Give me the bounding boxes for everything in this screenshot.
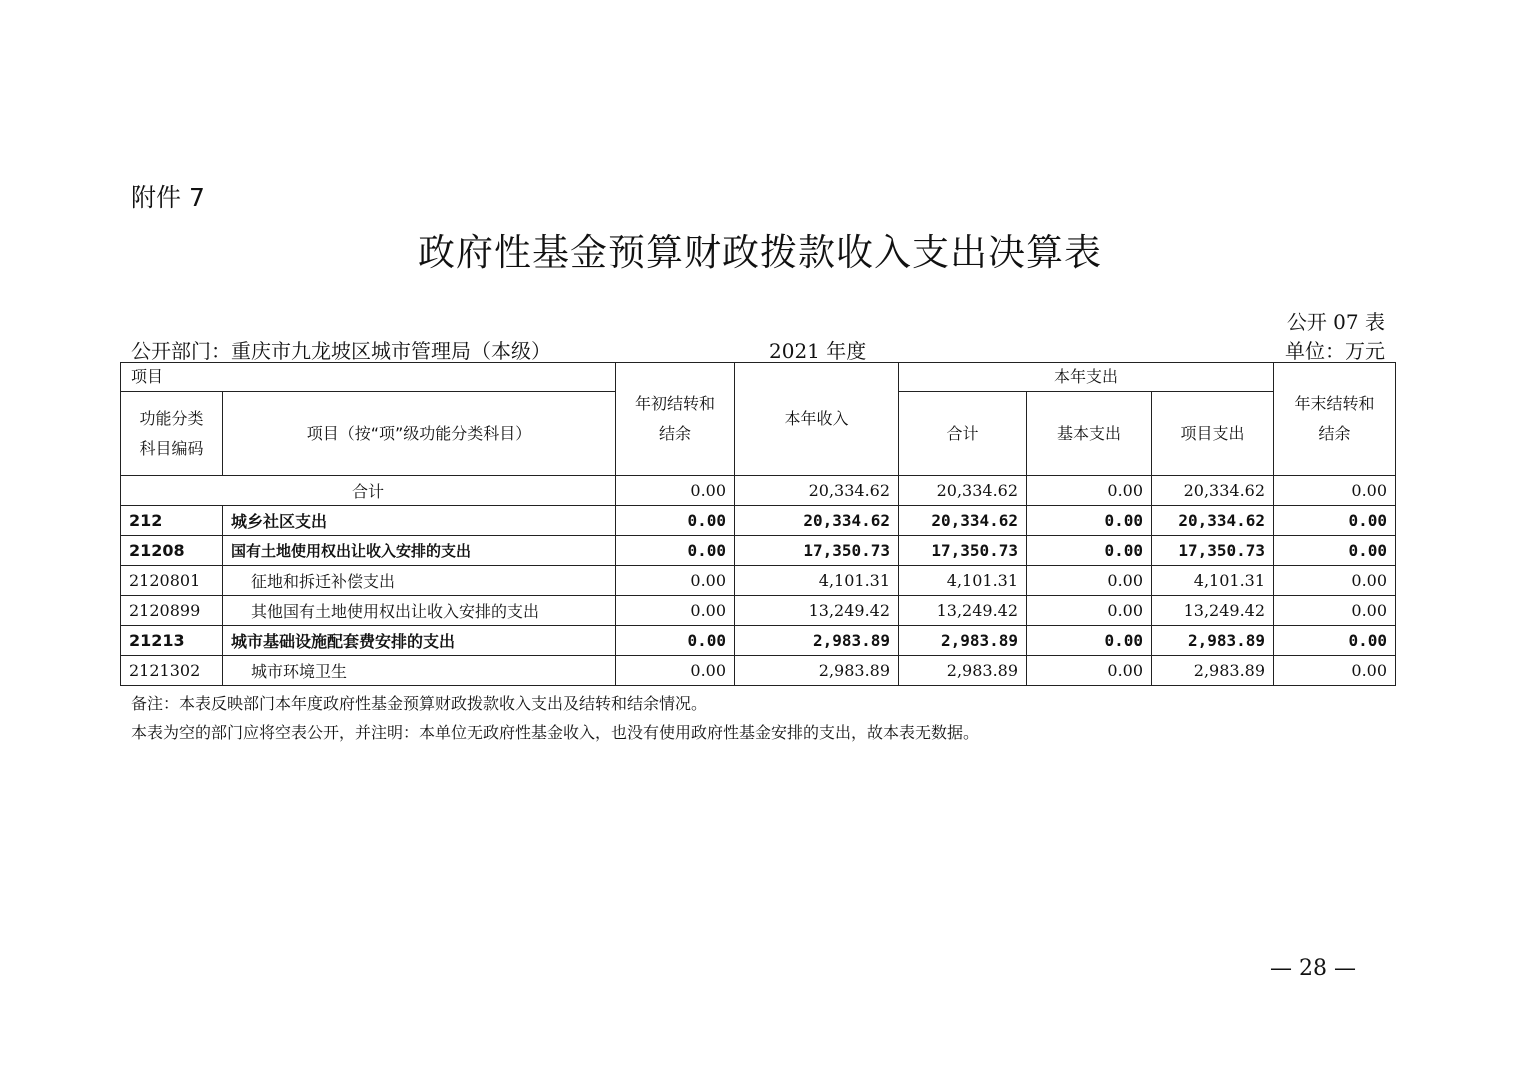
table-row: [121, 536, 1396, 566]
row-closing: 0.00: [1274, 656, 1396, 686]
row-code: 2120801: [121, 566, 223, 596]
note-empty-table: 本表为空的部门应将空表公开，并注明：本单位无政府性基金收入，也没有使用政府性基金安排的支出，故本表无数据。: [131, 723, 980, 742]
row-opening: 0.00: [616, 626, 735, 656]
header-basic: 基本支出: [1027, 392, 1152, 476]
header-closing: 年末结转和结余: [1274, 363, 1396, 476]
header-expense-group: 本年支出: [899, 363, 1274, 392]
page-number: — 28 —: [1270, 956, 1356, 981]
row-project: 20,334.62: [1152, 506, 1274, 536]
total-closing: 0.00: [1274, 476, 1396, 506]
unit-label: 单位：万元: [1285, 339, 1385, 363]
total-income: 20,334.62: [735, 476, 899, 506]
row-project: 2,983.89: [1152, 656, 1274, 686]
row-closing: 0.00: [1274, 506, 1396, 536]
row-income: 2,983.89: [735, 656, 899, 686]
row-closing: 0.00: [1274, 536, 1396, 566]
row-total: 20,334.62: [899, 506, 1027, 536]
table-row: [121, 626, 1396, 656]
header-total: 合计: [899, 392, 1027, 476]
table-row: [121, 656, 1396, 686]
row-name: 城市环境卫生: [223, 656, 616, 686]
row-basic: 0.00: [1027, 506, 1152, 536]
row-opening: 0.00: [616, 536, 735, 566]
row-closing: 0.00: [1274, 596, 1396, 626]
row-name: 国有土地使用权出让收入安排的支出: [223, 536, 616, 566]
row-income: 2,983.89: [735, 626, 899, 656]
budget-table: [120, 362, 1396, 686]
row-basic: 0.00: [1027, 566, 1152, 596]
header-name: 项目（按“项”级功能分类科目）: [223, 392, 616, 476]
fiscal-year: 2021 年度: [769, 339, 867, 363]
total-project: 20,334.62: [1152, 476, 1274, 506]
row-basic: 0.00: [1027, 596, 1152, 626]
row-total: 2,983.89: [899, 656, 1027, 686]
row-project: 17,350.73: [1152, 536, 1274, 566]
row-opening: 0.00: [616, 656, 735, 686]
note-remark: 备注：本表反映部门本年度政府性基金预算财政拨款收入支出及结转和结余情况。: [131, 694, 708, 713]
table-row: [121, 506, 1396, 536]
row-total: 2,983.89: [899, 626, 1027, 656]
row-basic: 0.00: [1027, 656, 1152, 686]
row-project: 13,249.42: [1152, 596, 1274, 626]
row-name: 城乡社区支出: [223, 506, 616, 536]
header-code: 功能分类科目编码: [121, 392, 223, 476]
header-item: 项目: [121, 363, 616, 392]
row-code: 21208: [121, 536, 223, 566]
row-income: 13,249.42: [735, 596, 899, 626]
row-code: 2121302: [121, 656, 223, 686]
row-total: 4,101.31: [899, 566, 1027, 596]
form-number: 公开 07 表: [1286, 310, 1385, 334]
total-label: 合计: [121, 476, 616, 506]
department-label: 公开部门：重庆市九龙坡区城市管理局（本级）: [131, 339, 551, 363]
header-opening: 年初结转和结余: [616, 363, 735, 476]
total-total: 20,334.62: [899, 476, 1027, 506]
page-title: 政府性基金预算财政拨款收入支出决算表: [418, 231, 1102, 274]
row-income: 17,350.73: [735, 536, 899, 566]
row-total: 17,350.73: [899, 536, 1027, 566]
row-name: 征地和拆迁补偿支出: [223, 566, 616, 596]
row-opening: 0.00: [616, 566, 735, 596]
header-project: 项目支出: [1152, 392, 1274, 476]
row-name: 其他国有土地使用权出让收入安排的支出: [223, 596, 616, 626]
table-row: [121, 596, 1396, 626]
table-row: [121, 566, 1396, 596]
row-income: 4,101.31: [735, 566, 899, 596]
row-code: 212: [121, 506, 223, 536]
row-income: 20,334.62: [735, 506, 899, 536]
row-code: 2120899: [121, 596, 223, 626]
header-income: 本年收入: [735, 363, 899, 476]
row-name: 城市基础设施配套费安排的支出: [223, 626, 616, 656]
row-closing: 0.00: [1274, 626, 1396, 656]
total-row: [121, 476, 1396, 506]
row-total: 13,249.42: [899, 596, 1027, 626]
row-opening: 0.00: [616, 596, 735, 626]
row-project: 4,101.31: [1152, 566, 1274, 596]
row-basic: 0.00: [1027, 626, 1152, 656]
attachment-label: 附件 7: [131, 183, 205, 212]
row-opening: 0.00: [616, 506, 735, 536]
total-basic: 0.00: [1027, 476, 1152, 506]
row-code: 21213: [121, 626, 223, 656]
row-basic: 0.00: [1027, 536, 1152, 566]
row-project: 2,983.89: [1152, 626, 1274, 656]
row-closing: 0.00: [1274, 566, 1396, 596]
total-opening: 0.00: [616, 476, 735, 506]
